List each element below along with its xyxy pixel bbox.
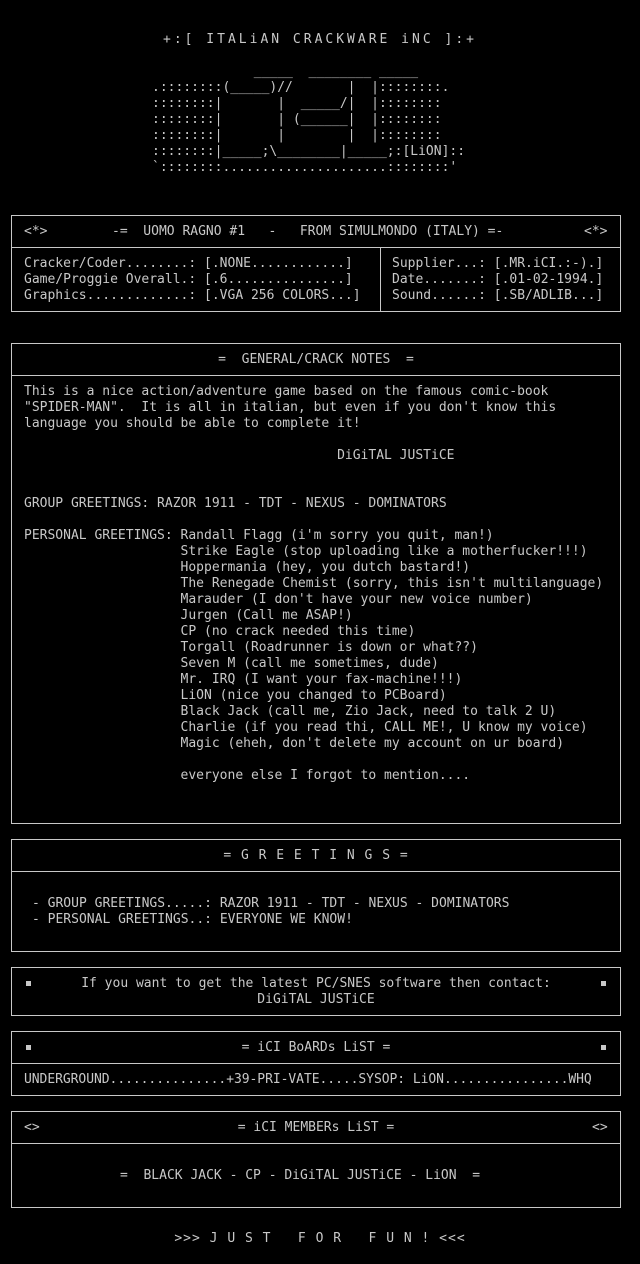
contact-line: If you want to get the latest PC/SNES software then contact: — [81, 976, 551, 991]
members-left-mark: <> — [24, 1120, 40, 1135]
greetings-line: - PERSONAL GREETINGS..: EVERYONE WE KNOW! — [32, 912, 353, 927]
greetings-box — [11, 839, 621, 952]
notes-line: Seven M (call me sometimes, dude) — [24, 656, 439, 671]
members-title: = iCI MEMBERs LiST = — [237, 1120, 395, 1135]
notes-line: Jurgen (Call me ASAP!) — [24, 608, 353, 623]
release-right-info — [392, 256, 603, 304]
notes-body — [24, 384, 603, 784]
release-header: -= UOMO RAGNO #1 - FROM SIMULMONDO (ITALY) =- — [112, 224, 504, 239]
contact-name: DiGiTAL JUSTiCE — [257, 992, 375, 1007]
release-info-line: Game/Proggie Overall.: [.6...............] — [24, 272, 353, 287]
notes-line — [24, 752, 603, 768]
release-left-mark: <*> — [24, 224, 48, 239]
notes-line: Torgall (Roadrunner is down or what??) — [24, 640, 478, 655]
notes-line: "SPIDER-MAN". It is all in italian, but even if you don't know this — [24, 400, 557, 415]
boards-title: = iCI BoARDs LiST = — [241, 1040, 391, 1055]
notes-line: DiGiTAL JUSTiCE — [24, 448, 455, 463]
release-info-line: Sound......: [.SB/ADLIB...] — [392, 288, 604, 303]
notes-line: CP (no crack needed this time) — [24, 624, 416, 639]
notes-line — [24, 432, 603, 448]
board-row: UNDERGROUND...............+39-PRI-VATE.....SYSOP: LiON................WHQ — [24, 1072, 592, 1087]
notes-line: The Renegade Chemist (sorry, this isn't multilanguage) — [24, 576, 604, 591]
ascii-logo — [152, 64, 492, 176]
release-info-line: Cracker/Coder........: [.NONE............] — [24, 256, 353, 271]
greetings-line: - GROUP GREETINGS.....: RAZOR 1911 - TDT - NEXUS - DOMINATORS — [32, 896, 510, 911]
notes-box — [11, 343, 621, 824]
notes-line: Charlie (if you read thi, CALL ME!, U know my voice) — [24, 720, 588, 735]
notes-line: Marauder (I don't have your new voice number) — [24, 592, 533, 607]
release-info-line: Graphics.............: [.VGA 256 COLORS...] — [24, 288, 361, 303]
page-title: +:[ ITALiAN CRACKWARE iNC ]:+ — [163, 32, 477, 47]
notes-line — [24, 480, 603, 496]
logo-line: `::::::::.....................::::::::' — [152, 160, 458, 175]
release-left-info — [24, 256, 361, 304]
notes-line: PERSONAL GREETINGS: Randall Flagg (i'm sorry you quit, man!) — [24, 528, 494, 543]
notes-line — [24, 464, 603, 480]
notes-line: Black Jack (call me, Zio Jack, need to talk 2 U) — [24, 704, 557, 719]
notes-line: Hoppermania (hey, you dutch bastard!) — [24, 560, 471, 575]
members-box — [11, 1111, 621, 1208]
release-info-line: Date.......: [.01-02-1994.] — [392, 272, 604, 287]
footer-text: >>> J U S T F O R F U N ! <<< — [174, 1231, 466, 1246]
notes-line: everyone else I forgot to mention.... — [24, 768, 471, 783]
notes-line: Mr. IRQ (I want your fax-machine!!!) — [24, 672, 463, 687]
logo-line: ::::::::| | | |:::::::: — [152, 128, 442, 143]
logo-line: _____ ________ _____ — [152, 64, 419, 79]
logo-line: ::::::::| | (______| |:::::::: — [152, 112, 442, 127]
notes-line: Magic (eheh, don't delete my account on ur board) — [24, 736, 565, 751]
notes-line: This is a nice action/adventure game based on the famous comic-book — [24, 384, 549, 399]
release-info-box — [11, 215, 621, 312]
logo-line: .::::::::(_____)// | |::::::::. — [152, 80, 450, 95]
contact-box — [11, 967, 621, 1016]
release-right-mark: <*> — [584, 224, 608, 239]
logo-line: ::::::::|_____;\________|_____;:[LiON]:: — [152, 144, 466, 159]
notes-line: LiON (nice you changed to PCBoard) — [24, 688, 447, 703]
notes-title: = GENERAL/CRACK NOTES = — [218, 352, 414, 367]
notes-line — [24, 512, 603, 528]
notes-line: GROUP GREETINGS: RAZOR 1911 - TDT - NEXUS - DOMINATORS — [24, 496, 447, 511]
notes-line: Strike Eagle (stop uploading like a motherfucker!!!) — [24, 544, 588, 559]
members-right-mark: <> — [592, 1120, 608, 1135]
notes-line: language you should be able to complete it! — [24, 416, 361, 431]
boards-box — [11, 1031, 621, 1096]
greetings-title: = G R E E T I N G S = — [223, 848, 409, 863]
members-list: = BLACK JACK - CP - DiGiTAL JUSTiCE - LiON = — [120, 1168, 481, 1183]
release-info-line: Supplier...: [.MR.iCI.:-).] — [392, 256, 604, 271]
logo-line: ::::::::| | _____/| |:::::::: — [152, 96, 442, 111]
